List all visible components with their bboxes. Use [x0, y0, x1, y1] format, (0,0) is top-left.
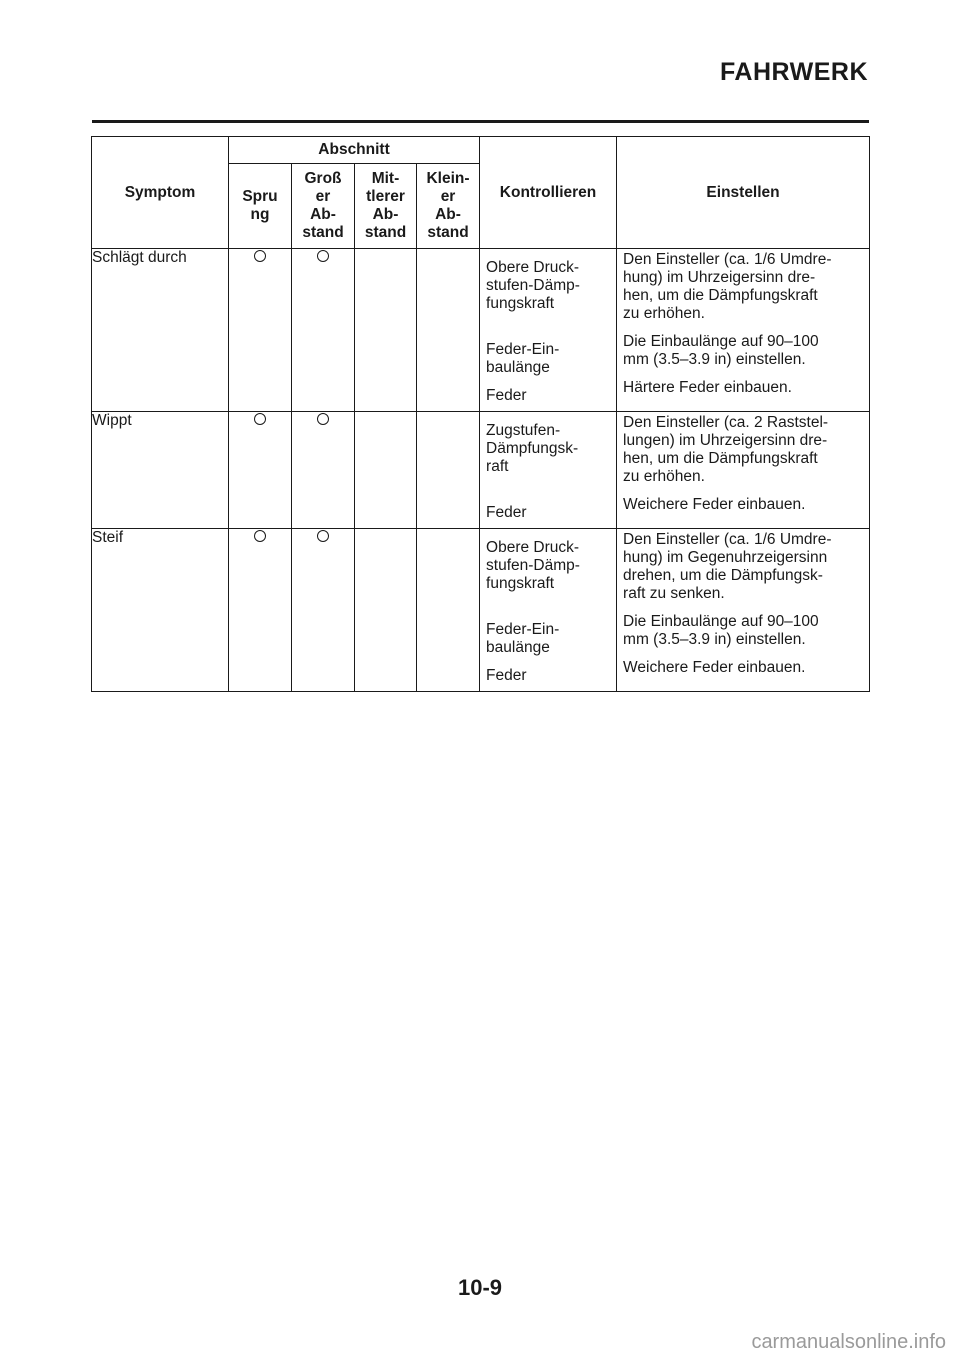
section-mark-cell — [292, 529, 355, 692]
check-cell — [480, 412, 617, 529]
check-item: Feder-Ein- baulänge — [486, 341, 560, 376]
circle-mark-icon — [254, 530, 266, 542]
header-section: Abschnitt — [229, 137, 480, 164]
section-mark-cell — [229, 249, 292, 412]
header-adjust: Einstellen — [617, 137, 870, 249]
section-mark-cell — [417, 249, 480, 412]
table-row — [92, 249, 870, 412]
header-sub-1: Groß er Ab- stand — [292, 164, 355, 249]
table-row — [92, 529, 870, 692]
adjust-item: Den Einsteller (ca. 1/6 Umdre- hung) im Uhrzeigersinn dre- hen, um die Dämpfungskraft zu erhöhen. — [623, 251, 832, 322]
section-mark-cell — [355, 412, 417, 529]
section-mark-cell — [417, 412, 480, 529]
section-mark-cell — [292, 412, 355, 529]
adjust-item: Härtere Feder einbauen. — [623, 379, 792, 396]
adjust-item: Den Einsteller (ca. 1/6 Umdre- hung) im Gegenuhrzeigersinn drehen, um die Dämpfungsk- raft zu senken. — [623, 531, 832, 602]
table-row — [92, 412, 870, 529]
check-cell — [480, 249, 617, 412]
page-title: FAHRWERK — [720, 58, 868, 86]
check-item: Feder — [486, 387, 527, 404]
adjust-cell — [617, 249, 870, 412]
section-mark-cell — [355, 249, 417, 412]
symptom-cell: Schlägt durch — [92, 249, 229, 412]
adjust-cell — [617, 412, 870, 529]
adjust-cell — [617, 529, 870, 692]
check-item: Feder-Ein- baulänge — [486, 621, 560, 656]
circle-mark-icon — [317, 250, 329, 262]
header-sub-2: Mit- tlerer Ab- stand — [355, 164, 417, 249]
adjust-item: Den Einsteller (ca. 2 Raststel- lungen) im Uhrzeigersinn dre- hen, um die Dämpfungskraft zu erhöhen. — [623, 414, 829, 485]
section-mark-cell — [292, 249, 355, 412]
title-rule — [92, 120, 869, 123]
section-mark-cell — [417, 529, 480, 692]
section-mark-cell — [355, 529, 417, 692]
check-cell — [480, 529, 617, 692]
header-check: Kontrollieren — [480, 137, 617, 249]
header-sub-0: Spru ng — [229, 164, 292, 249]
header-sub-3: Klein- er Ab- stand — [417, 164, 480, 249]
circle-mark-icon — [317, 530, 329, 542]
adjust-item: Die Einbaulänge auf 90–100 mm (3.5–3.9 in) einstellen. — [623, 333, 819, 368]
circle-mark-icon — [317, 413, 329, 425]
adjust-item: Die Einbaulänge auf 90–100 mm (3.5–3.9 in) einstellen. — [623, 613, 819, 648]
symptom-table — [91, 136, 870, 692]
adjust-item: Weichere Feder einbauen. — [623, 659, 806, 676]
section-mark-cell — [229, 529, 292, 692]
check-item: Feder — [486, 667, 527, 684]
symptom-cell: Wippt — [92, 412, 229, 529]
check-item: Zugstufen- Dämpfungsk- raft — [486, 422, 579, 475]
page-number: 10-9 — [457, 1275, 503, 1300]
circle-mark-icon — [254, 250, 266, 262]
check-item: Feder — [486, 504, 527, 521]
watermark: carmanualsonline.info — [751, 1331, 946, 1353]
check-item: Obere Druck- stufen-Dämp- fungskraft — [486, 259, 580, 312]
header-symptom: Symptom — [92, 137, 229, 249]
section-mark-cell — [229, 412, 292, 529]
adjust-item: Weichere Feder einbauen. — [623, 496, 806, 513]
check-item: Obere Druck- stufen-Dämp- fungskraft — [486, 539, 580, 592]
circle-mark-icon — [254, 413, 266, 425]
symptom-cell: Steif — [92, 529, 229, 692]
